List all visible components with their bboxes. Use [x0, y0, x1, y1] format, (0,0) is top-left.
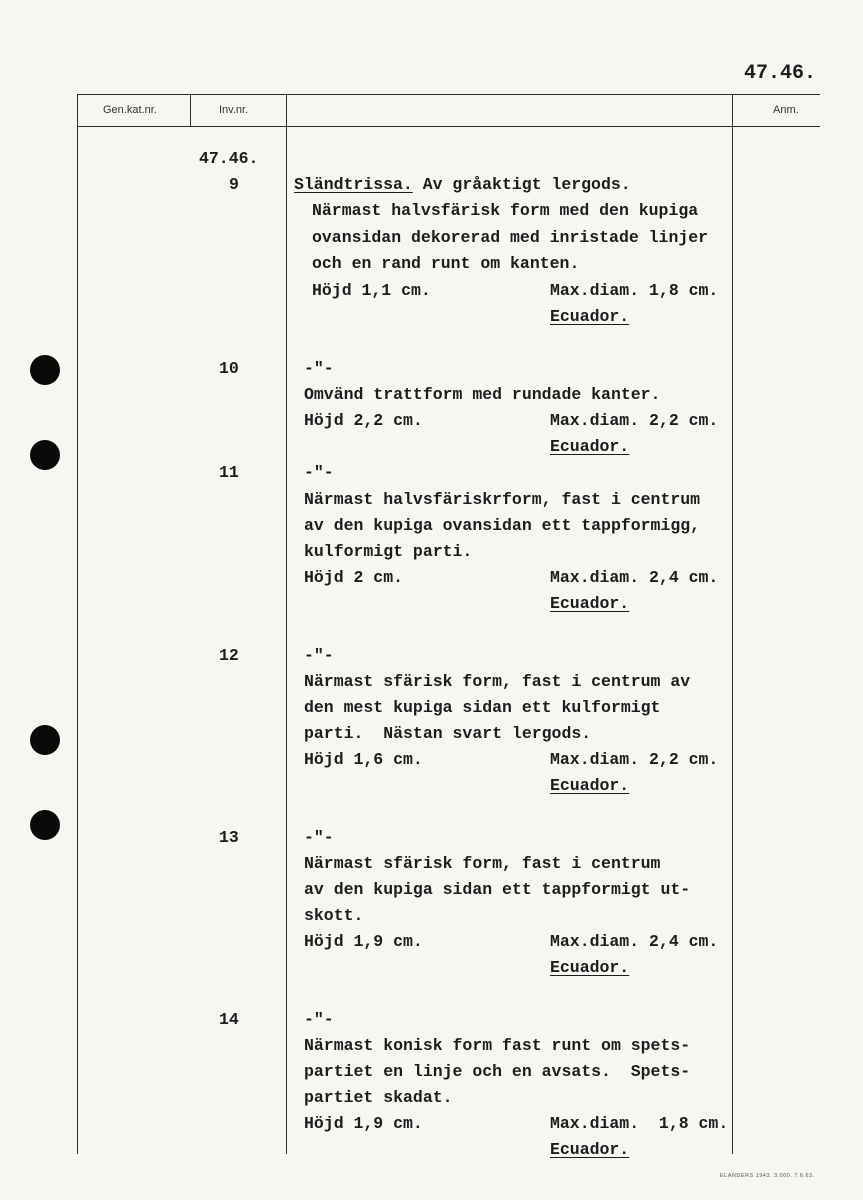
entry-origin: Ecuador.: [550, 307, 630, 326]
entry-description-line: Närmast sfärisk form, fast i centrum av: [304, 672, 691, 691]
column-divider-inv: [286, 94, 287, 1154]
entry-diameter: Max.diam. 2,2 cm.: [550, 750, 719, 769]
entry-description-line: Närmast sfärisk form, fast i centrum: [304, 854, 661, 873]
entry-height: Höjd 1,9 cm.: [304, 932, 423, 951]
entry-origin: Ecuador.: [550, 776, 630, 795]
entry-ditto: -"-: [304, 646, 334, 665]
column-divider-left: [77, 94, 78, 1154]
entry-description-line: parti. Nästan svart lergods.: [304, 724, 592, 743]
entry-inv-number: 13: [219, 828, 239, 847]
entry-description-line: av den kupiga sidan ett tappformigt ut-: [304, 880, 691, 899]
entry-description-line: partiet en linje och en avsats. Spets-: [304, 1062, 691, 1081]
binder-hole: [30, 810, 60, 840]
binder-hole: [30, 440, 60, 470]
entry-title-rest: Av gråaktigt lergods.: [412, 175, 631, 194]
column-header-gen-kat: Gen.kat.nr.: [103, 104, 157, 116]
entry-ditto: -"-: [304, 463, 334, 482]
entry-description-line: skott.: [304, 906, 364, 925]
entry-inv-number: 12: [219, 646, 239, 665]
header-top-rule: [77, 94, 820, 95]
entry-origin: Ecuador.: [550, 594, 630, 613]
entry-height: Höjd 1,9 cm.: [304, 1114, 423, 1133]
entry-ditto: -"-: [304, 828, 334, 847]
entry-description-line: och en rand runt om kanten.: [312, 254, 580, 273]
header-bottom-rule: [77, 126, 820, 127]
entry-description-line: Närmast halvsfäriskrform, fast i centrum: [304, 490, 701, 509]
column-header-inv: Inv.nr.: [219, 104, 249, 116]
entry-title-line: [294, 172, 631, 199]
column-header-anm: Anm.: [773, 104, 799, 116]
entry-inv-number: 11: [219, 463, 239, 482]
entry-catalog-number: 47.46.: [199, 149, 259, 168]
entry-height: Höjd 1,1 cm.: [312, 281, 431, 300]
entry-description-line: partiet skadat.: [304, 1088, 453, 1107]
entry-description-line: Omvänd trattform med rundade kanter.: [304, 385, 661, 404]
column-divider-genkat: [190, 94, 191, 126]
entry-title: Sländtrissa.: [294, 175, 413, 194]
entry-diameter: Max.diam. 1,8 cm.: [550, 281, 719, 300]
column-divider-anm: [732, 94, 733, 1154]
binder-hole: [30, 725, 60, 755]
entry-inv-number: 14: [219, 1010, 239, 1029]
entry-ditto: -"-: [304, 1010, 334, 1029]
entry-description-line: Närmast konisk form fast runt om spets-: [304, 1036, 691, 1055]
entry-description-line: av den kupiga ovansidan ett tappformigg,: [304, 516, 701, 535]
entry-inv-number: 9: [229, 175, 239, 194]
entry-description-line: den mest kupiga sidan ett kulformigt: [304, 698, 661, 717]
entry-origin: Ecuador.: [550, 1140, 630, 1159]
entry-height: Höjd 1,6 cm.: [304, 750, 423, 769]
page-number: 47.46.: [744, 62, 817, 85]
entry-description-line: ovansidan dekorerad med inristade linjer: [312, 228, 709, 247]
entry-description-line: kulformigt parti.: [304, 542, 473, 561]
binder-hole: [30, 355, 60, 385]
entry-height: Höjd 2,2 cm.: [304, 411, 423, 430]
entry-origin: Ecuador.: [550, 437, 630, 456]
entry-diameter: Max.diam. 2,4 cm.: [550, 568, 719, 587]
entry-diameter: Max.diam. 2,2 cm.: [550, 411, 719, 430]
entry-inv-number: 10: [219, 359, 239, 378]
entry-description-line: Närmast halvsfärisk form med den kupiga: [312, 201, 699, 220]
entry-ditto: -"-: [304, 359, 334, 378]
entry-diameter: Max.diam. 1,8 cm.: [550, 1114, 729, 1133]
printer-mark: ELANDERS 1943. 3.000. 7.6.63.: [720, 1173, 815, 1179]
entry-diameter: Max.diam. 2,4 cm.: [550, 932, 719, 951]
entry-origin: Ecuador.: [550, 958, 630, 977]
entry-height: Höjd 2 cm.: [304, 568, 404, 587]
